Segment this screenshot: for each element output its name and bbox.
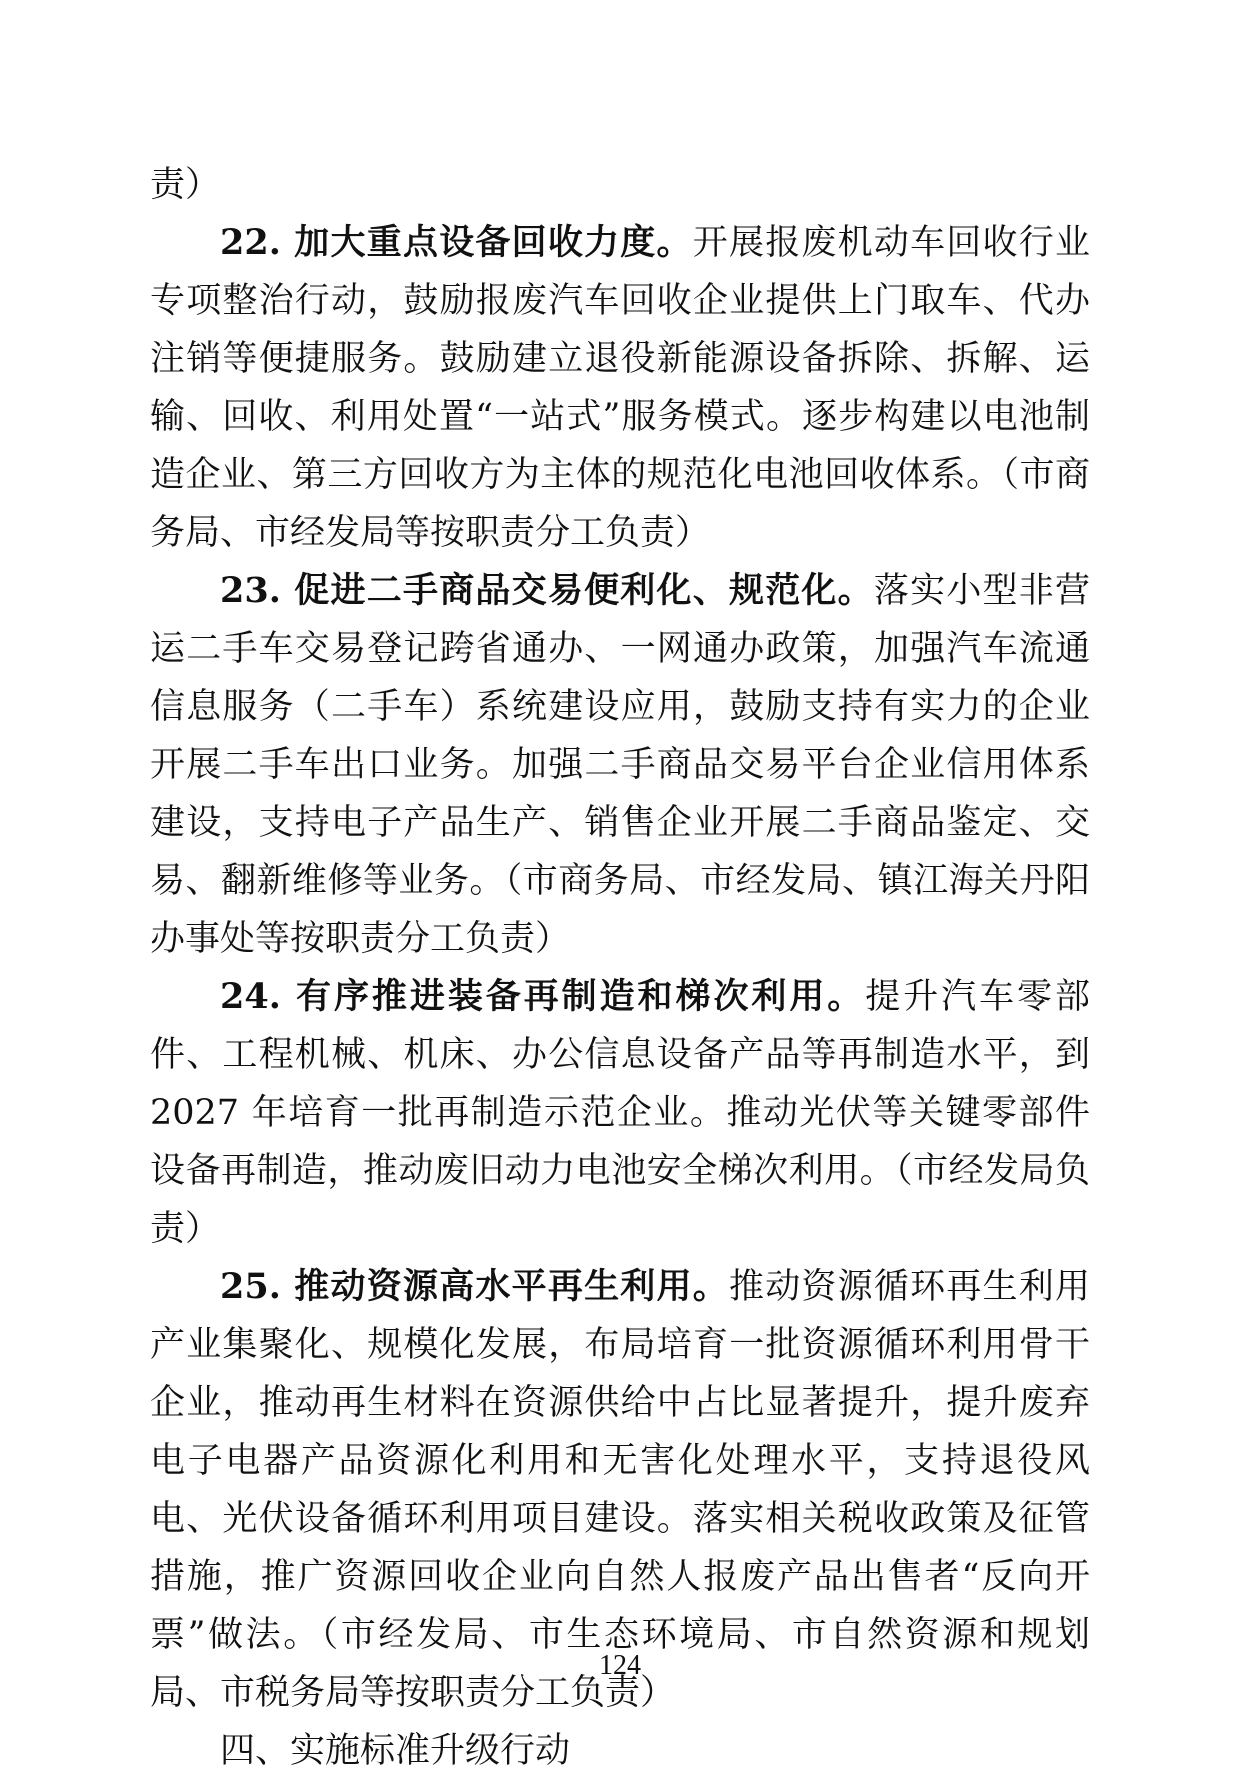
paragraph-lead: 25. 推动资源高水平再生利用。 bbox=[220, 1266, 729, 1307]
paragraph-text: 推动资源循环再生利用产业集聚化、规模化发展，布局培育一批资源循环利用骨干企业，推动再生材料在资源供给中占比显著提升，提升废弃电子电器产品资源化利用和无害化处理水平，支持退役风电、光伏设备循环利用项目建设。落实相关税收政策及征管措施，推广资源回收企业向自然人报废产品出售者“反向开票”做法。（市经发局、市生态环境局、市自然资源和规划局、市税务局等按职责分工负责） bbox=[150, 1267, 1090, 1713]
paragraph-lead: 23. 促进二手商品交易便利化、规范化。 bbox=[220, 570, 874, 611]
page-number: 124 bbox=[599, 1650, 641, 1681]
section-heading-text: 四、实施标准升级行动 bbox=[220, 1731, 571, 1771]
paragraph-item-24 bbox=[150, 968, 1090, 1258]
section-heading bbox=[150, 1722, 1090, 1780]
paragraph-item-22 bbox=[150, 214, 1090, 562]
paragraph-lead: 24. 有序推进装备再制造和梯次利用。 bbox=[220, 976, 866, 1017]
paragraph-lead: 22. 加大重点设备回收力度。 bbox=[220, 222, 693, 263]
paragraph-text: 落实小型非营运二手车交易登记跨省通办、一网通办政策，加强汽车流通信息服务（二手车）系统建设应用，鼓励支持有实力的企业开展二手车出口业务。加强二手商品交易平台企业信用体系建设，支持电子产品生产、销售企业开展二手商品鉴定、交易、翻新维修等业务。（市商务局、市经发局、镇江海关丹阳办事处等按职责分工负责） bbox=[150, 571, 1090, 959]
paragraph-text: 开展报废机动车回收行业专项整治行动，鼓励报废汽车回收企业提供上门取车、代办注销等便捷服务。鼓励建立退役新能源设备拆除、拆解、运输、回收、利用处置“一站式”服务模式。逐步构建以电池制造企业、第三方回收方为主体的规范化电池回收体系。（市商务局、市经发局等按职责分工负责） bbox=[150, 223, 1090, 553]
document-body bbox=[150, 156, 1090, 1780]
paragraph-item-23 bbox=[150, 562, 1090, 968]
paragraph-text: 提升汽车零部件、工程机械、机床、办公信息设备产品等再制造水平，到 2027 年培育一批再制造示范企业。推动光伏等关键零部件设备再制造，推动废旧动力电池安全梯次利用。（市经发局负责） bbox=[150, 977, 1090, 1249]
paragraph-continuation bbox=[150, 156, 1090, 214]
paragraph-text: 责） bbox=[150, 165, 221, 205]
